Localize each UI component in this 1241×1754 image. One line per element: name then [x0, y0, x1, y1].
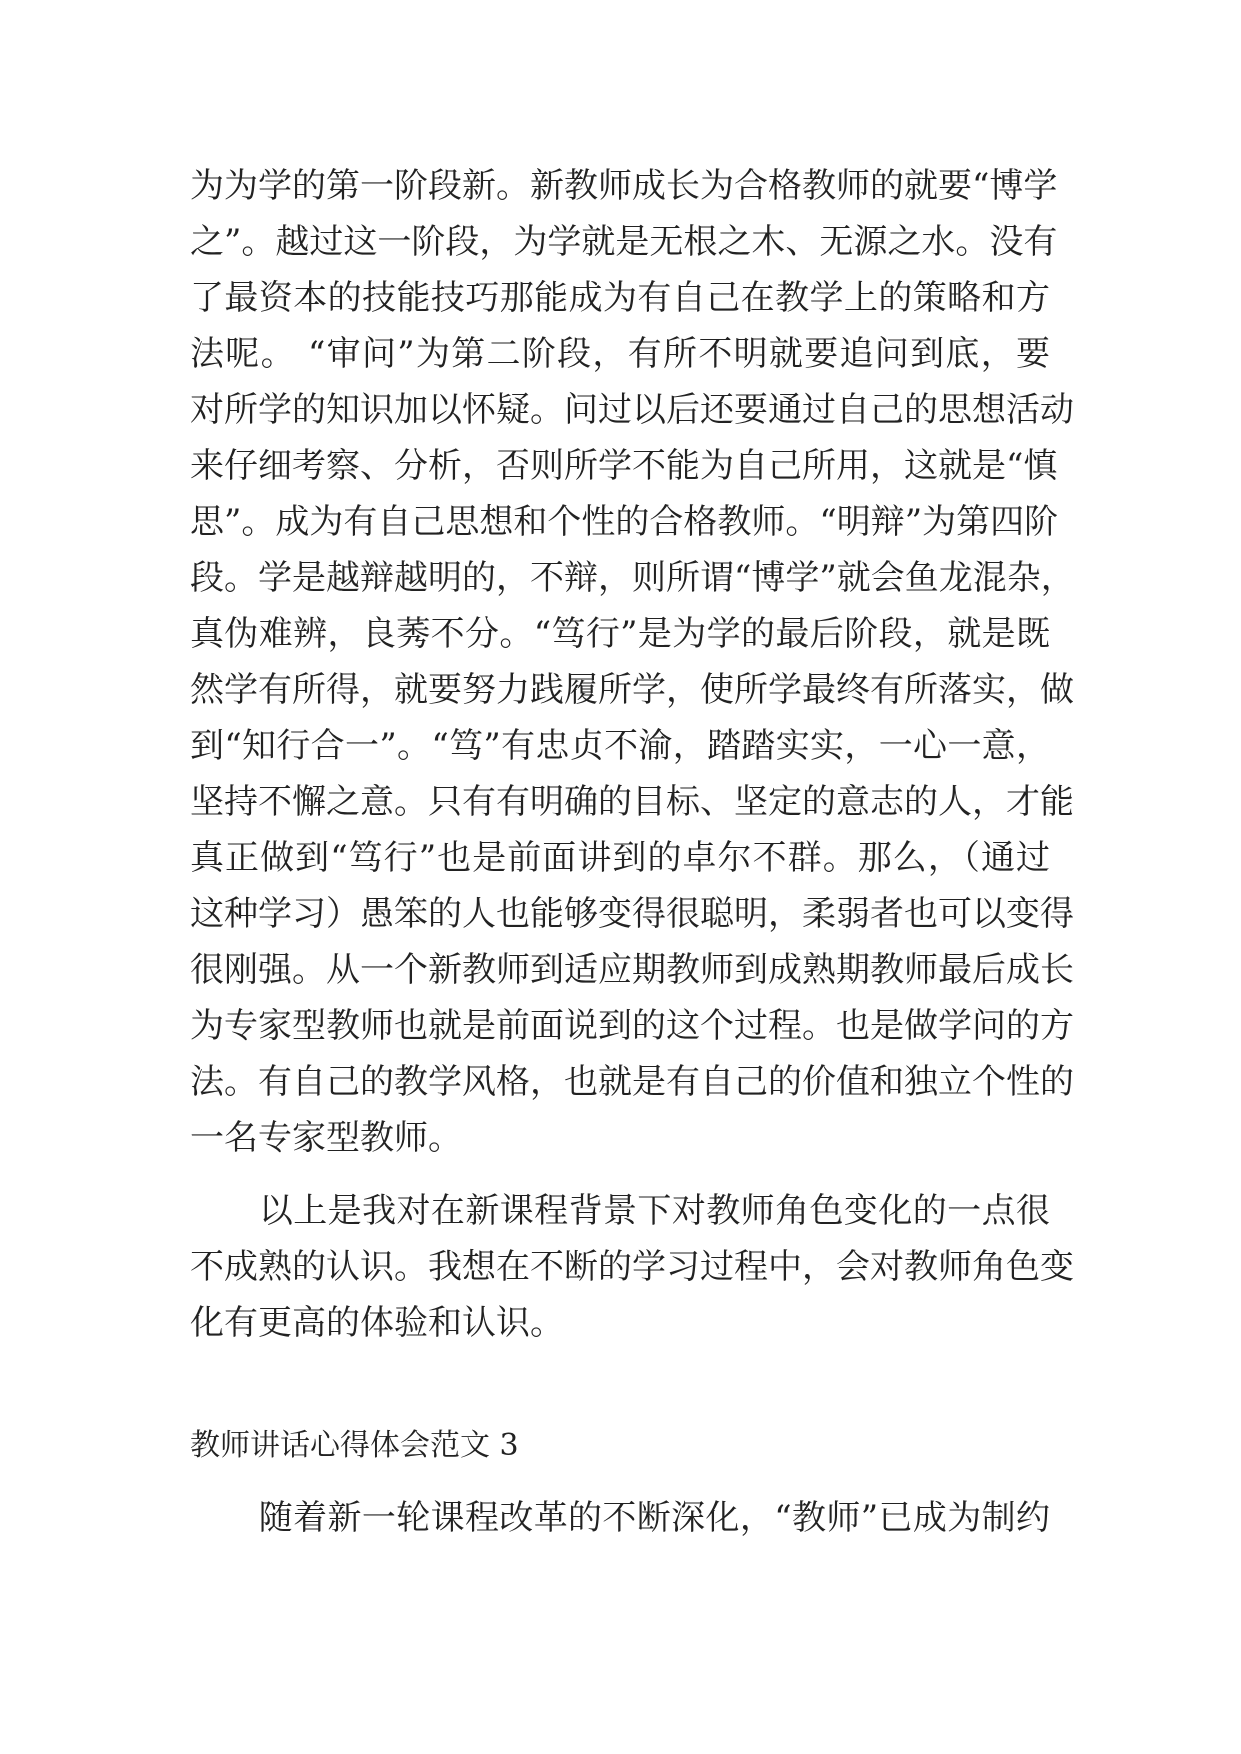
- text-line: 来仔细考察、分析，否则所学不能为自己所用，这就是“慎: [190, 446, 1058, 486]
- text-line: 坚持不懈之意。只有有明确的目标、坚定的意志的人，才能: [190, 782, 1074, 822]
- text-line: 了最资本的技能技巧那能成为有自己在教学上的策略和方: [190, 278, 1050, 318]
- text-line: 法。有自己的教学风格，也就是有自己的价值和独立个性的: [190, 1062, 1074, 1102]
- text-line: 以上是我对在新课程背景下对教师角色变化的一点很: [190, 1191, 1050, 1231]
- text-line: 然学有所得，就要努力践履所学，使所学最终有所落实，做: [190, 670, 1074, 710]
- text-line: 对所学的知识加以怀疑。问过以后还要通过自己的思想活动: [190, 390, 1074, 430]
- text-line: 为专家型教师也就是前面说到的这个过程。也是做学问的方: [190, 1006, 1074, 1046]
- text-line: 化有更高的体验和认识。: [190, 1303, 564, 1343]
- text-line: 为为学的第一阶段新。新教师成长为合格教师的就要“博学: [190, 166, 1058, 206]
- text-line: 之”。越过这一阶段，为学就是无根之木、无源之水。没有: [190, 222, 1058, 262]
- text-line: 法呢。 “审问”为第二阶段，有所不明就要追问到底，要: [190, 334, 1050, 374]
- section-heading: 教师讲话心得体会范文 3: [190, 1428, 519, 1463]
- text-line: 不成熟的认识。我想在不断的学习过程中，会对教师角色变: [190, 1247, 1074, 1287]
- text-line: 真正做到“笃行”也是前面讲到的卓尔不群。那么，（通过: [190, 838, 1050, 878]
- text-line: 随着新一轮课程改革的不断深化，“教师”已成为制约: [190, 1498, 1050, 1538]
- text-line: 思”。成为有自己思想和个性的合格教师。“明辩”为第四阶: [190, 502, 1059, 542]
- text-line: 一名专家型教师。: [190, 1118, 462, 1158]
- text-line: 到“知行合一”。“笃”有忠贞不渝，踏踏实实，一心一意，: [190, 726, 1050, 766]
- text-line: 真伪难辨，良莠不分。“笃行”是为学的最后阶段，就是既: [190, 614, 1050, 654]
- text-line: 很刚强。从一个新教师到适应期教师到成熟期教师最后成长: [190, 950, 1074, 990]
- text-line: 段。学是越辩越明的，不辩，则所谓“博学”就会鱼龙混杂，: [190, 558, 1075, 598]
- text-line: 这种学习）愚笨的人也能够变得很聪明，柔弱者也可以变得: [190, 894, 1074, 934]
